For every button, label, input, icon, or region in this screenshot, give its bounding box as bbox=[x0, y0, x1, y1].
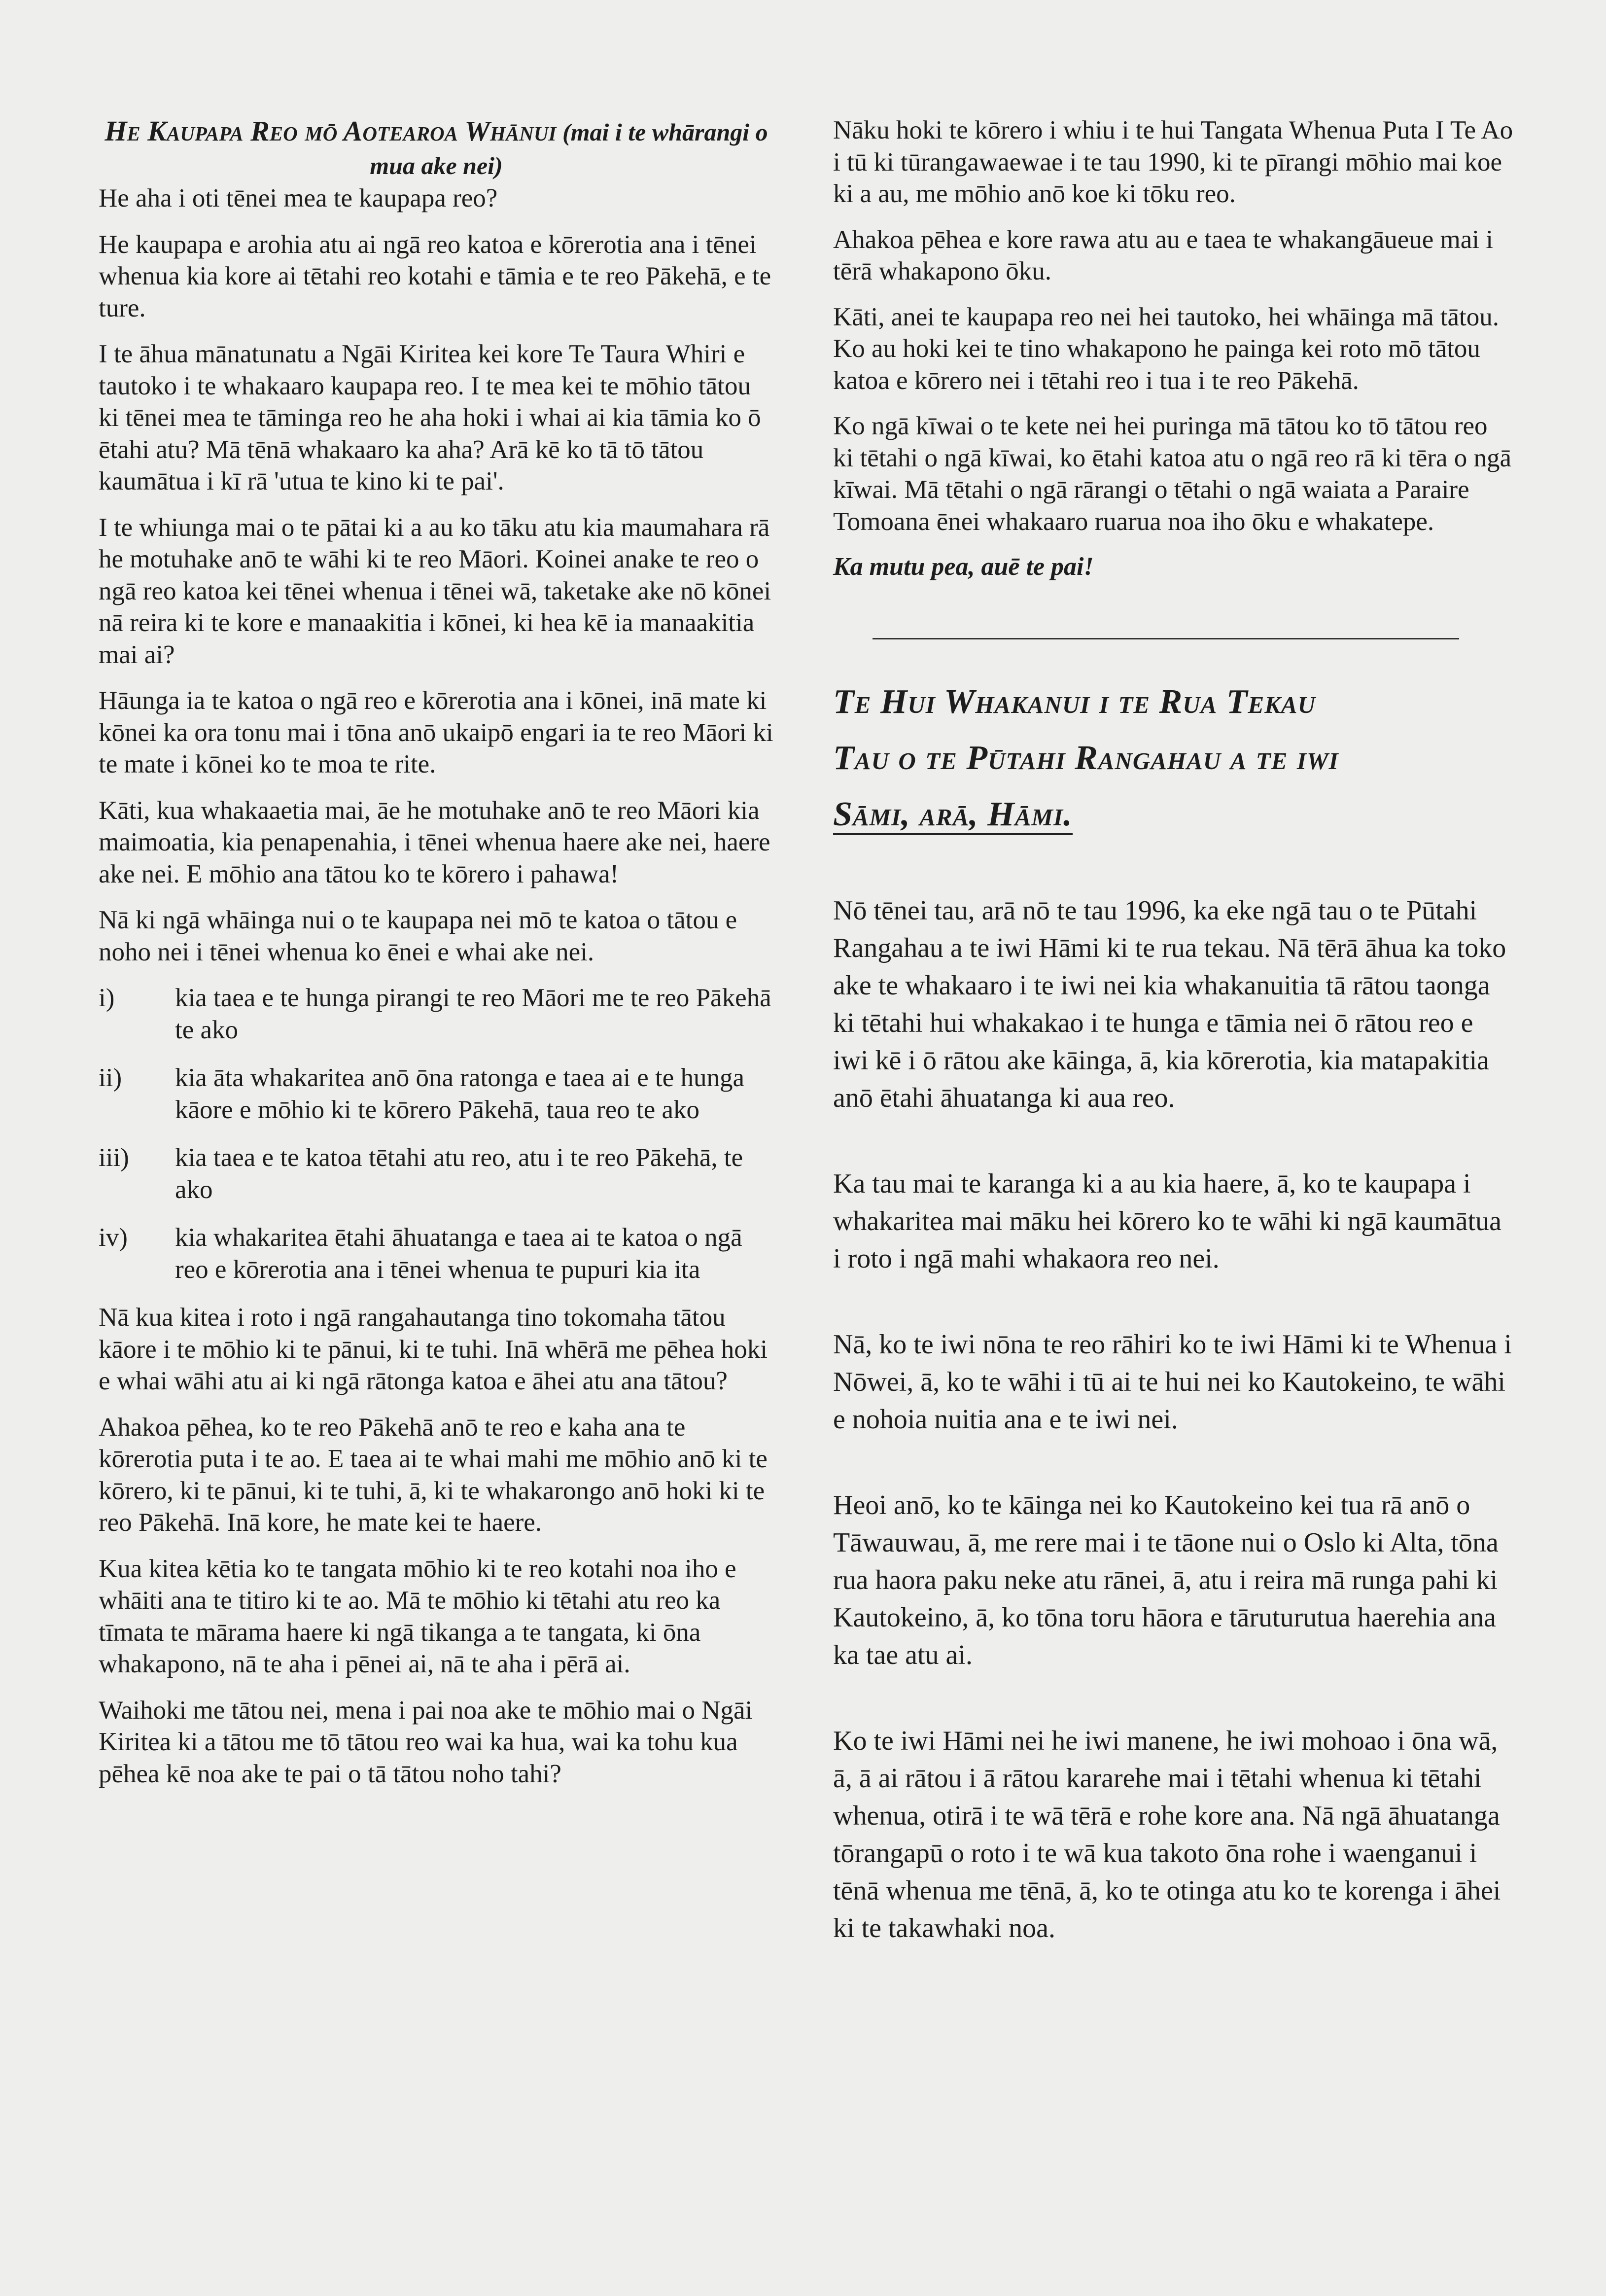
article-body bbox=[833, 892, 1513, 1947]
list-item bbox=[99, 982, 774, 1046]
paragraph: Nō tēnei tau, arā nō te tau 1996, ka eke ngā tau o te Pūtahi Rangahau a te iwi Hāmi ki te rua tekau. Nā tērā āhua ka toko ake te whakaaro i te iwi nei kia whakanuitia tā rātou taonga ki tētahi hui whakakao i te hunga e tāmia nei ō rātou reo e iwi kē i ō rātou ake kāinga, ā, kia kōrerotia, kia matapakitia anō ētahi āhuatanga ki aua reo. bbox=[833, 895, 1506, 1113]
list-item bbox=[99, 1062, 774, 1126]
heading-line-1: Te Hui Whakanui i te Rua Tekau bbox=[833, 683, 1316, 721]
left-column bbox=[99, 114, 774, 1804]
paragraph: Kāti, anei te kaupapa reo nei hei tautoko, hei whāinga mā tātou. Ko au hoki kei te tino whakapono he painga kei roto mō tātou katoa e kōrero nei i tētahi reo i tua i te reo Pākehā. bbox=[833, 302, 1500, 395]
heading-line-3: Sāmi, arā, Hāmi. bbox=[833, 795, 1073, 835]
paragraph: Ko ngā kīwai o te kete nei hei puringa mā tātou ko tō tātou reo ki tētahi o ngā kīwai, ko ētahi katoa atu o ngā reo rā ki tēra o ngā kīwai. Mā tētahi o ngā rārangi o tētahi o ngā waiata a Paraire Tomoana ēnei whakaaro ruarua noa iho ōku e whakatepe. bbox=[833, 412, 1512, 536]
list-item-number: i) bbox=[99, 984, 115, 1012]
list-item-number: iv) bbox=[99, 1223, 128, 1252]
section-divider bbox=[873, 638, 1459, 639]
paragraph: Ka tau mai te karanga ki a au kia haere, ā, ko te kaupapa i whakaritea mai māku hei kōrero ko te wāhi ki ngā kaumātua i roto i ngā mahi whakaora reo nei. bbox=[833, 1168, 1501, 1274]
heading-title: He Kaupapa Reo mō Aotearoa Whānui bbox=[105, 115, 557, 147]
list-item bbox=[99, 1142, 774, 1205]
goals-list bbox=[99, 982, 774, 1285]
paragraph: Kua kitea kētia ko te tangata mōhio ki te reo kotahi noa iho e whāiti ana te titiro ki te ao. Mā te mōhio ki tētahi atu reo ka tīmata te mārama haere ki ngā tikanga a te tangata, ki ōna whakapono, nā te aha i pēnei ai, nā te aha i pērā ai. bbox=[99, 1554, 736, 1678]
paragraph: Hāunga ia te katoa o ngā reo e kōrerotia ana i kōnei, inā mate ki kōnei ka ora tonu mai i tōna anō ukaipō engari ia te reo Māori ki te mate i kōnei ko te moa te rite. bbox=[99, 686, 773, 778]
paragraph: Waihoki me tātou nei, mena i pai noa ake te mōhio mai o Ngāi Kiritea ki a tātou me tō tātou reo wai ka hua, wai ka tohu kua pēhea kē noa ake te pai o tā tātou noho tahi? bbox=[99, 1696, 753, 1788]
list-item-text: kia taea e te hunga pirangi te reo Māori me te reo Pākehā te ako bbox=[175, 984, 771, 1044]
section-heading-kaupapa-reo bbox=[99, 114, 774, 182]
list-item bbox=[99, 1222, 774, 1285]
right-column bbox=[833, 114, 1513, 1995]
list-item-text: kia āta whakaritea anō ōna ratonga e taea ai e te hunga kāore e mōhio ki te kōrero Pākehā, taua reo te ako bbox=[175, 1063, 745, 1124]
paragraph: Heoi anō, ko te kāinga nei ko Kautokeino kei tua rā anō o Tāwauwau, ā, me rere mai i te tāone nui o Oslo ki Alta, tōna rua haora paku neke atu rānei, ā, atu i reira mā runga pahi ki Kautokeino, ā, ko tōna toru hāora e tāruturutua haerehia ana ka tae atu ai. bbox=[833, 1490, 1499, 1670]
paragraph: Nāku hoki te kōrero i whiu i te hui Tangata Whenua Puta I Te Ao i tū ki tūrangawaewae i te tau 1990, ki te pīrangi mōhio mai koe ki a au, me mōhio anō koe ki tōku reo. bbox=[833, 116, 1513, 208]
paragraph: He kaupapa e arohia atu ai ngā reo katoa e kōrerotia ana i tēnei whenua kia kore ai tētahi reo kotahi e tāmia e te reo Pākehā, e te ture. bbox=[99, 230, 771, 322]
section-heading-hui-whakanui bbox=[833, 674, 1513, 843]
paragraph: Ahakoa pēhea e kore rawa atu au e taea te whakangāueue mai i tērā whakapono ōku. bbox=[833, 225, 1494, 285]
list-item-text: kia whakaritea ētahi āhuatanga e taea ai te katoa o ngā reo e kōrerotia ana i tēnei whenua te pupuri kia ita bbox=[175, 1223, 742, 1284]
closing-line: Ka mutu pea, auē te pai! bbox=[833, 553, 1094, 581]
list-item-number: ii) bbox=[99, 1063, 122, 1092]
paragraph: Ko te iwi Hāmi nei he iwi manene, he iwi mohoao i ōna wā, ā, ā ai rātou i ā rātou kararehe mai i tētahi whenua ki tētahi whenua, otirā i te wā tērā e rohe kore ana. Nā ngā āhuatanga tōrangapū o roto i te wā kua takoto ōna rohe i waenganui i tēnā whenua me tēnā, ā, ko te otinga atu ko te korenga i āhei ki te takawhaki noa. bbox=[833, 1726, 1501, 1943]
paragraph: He aha i oti tēnei mea te kaupapa reo? bbox=[99, 184, 498, 212]
paragraph: Nā, ko te iwi nōna te reo rāhiri ko te iwi Hāmi ki te Whenua i Nōwei, ā, ko te wāhi i tū ai te hui nei ko Kautokeino, te wāhi e nohoia nuitia ana e te iwi nei. bbox=[833, 1329, 1512, 1435]
list-item-text: kia taea e te katoa tētahi atu reo, atu i te reo Pākehā, te ako bbox=[175, 1143, 743, 1204]
heading-subtitle: (mai i te whārangi o mua ake nei) bbox=[370, 118, 768, 179]
paragraph: Nā ki ngā whāinga nui o te kaupapa nei mō te katoa o tātou e noho nei i tēnei whenua ko ēnei e whai ake nei. bbox=[99, 906, 737, 966]
list-item-number: iii) bbox=[99, 1143, 129, 1172]
paragraph: I te āhua mānatunatu a Ngāi Kiritea kei kore Te Taura Whiri e tautoko i te whakaaro kaupapa reo. I te mea kei te mōhio tātou ki tēnei mea te tāminga reo he aha hoki i whai ai kia tāmia ko ō ētahi atu? Mā tēnā whakaaro ka aha? Arā kē ko tā tō tātou kaumātua i kī rā 'utua te kino ki te pai'. bbox=[99, 340, 761, 495]
heading-line-2: Tau o te Pūtahi Rangahau a te iwi bbox=[833, 739, 1339, 777]
paragraph: Kāti, kua whakaaetia mai, āe he motuhake anō te reo Māori kia maimoatia, kia penapenahia, i tēnei whenua haere ake nei, haere ake nei. E mōhio ana tātou ko te kōrero i pahawa! bbox=[99, 796, 770, 888]
paragraph: I te whiunga mai o te pātai ki a au ko tāku atu kia maumahara rā he motuhake anō te wāhi ki te reo Māori. Koinei anake te reo o ngā reo katoa kei tēnei whenua i tēnei wā, taketake ake nō kōnei nā reira ki te kore e manaakitia i kōnei, ki hea kē ia manaakitia mai ai? bbox=[99, 513, 771, 669]
paragraph: Nā kua kitea i roto i ngā rangahautanga tino tokomaha tātou kāore i te mōhio ki te pānui, ki te tuhi. Inā whērā me pēhea hoki e whai wāhi atu ai ki ngā rātonga katoa e āhei atu ana tātou? bbox=[99, 1303, 768, 1395]
paragraph: Ahakoa pēhea, ko te reo Pākehā anō te reo e kaha ana te kōrerotia puta i te ao. E taea ai te whai mahi me mōhio anō ki te kōrero, ki te pānui, ki te tuhi, ā, ki te whakarongo anō hoki ki te reo Pākehā. Inā kore, he mate kei te haere. bbox=[99, 1413, 768, 1537]
